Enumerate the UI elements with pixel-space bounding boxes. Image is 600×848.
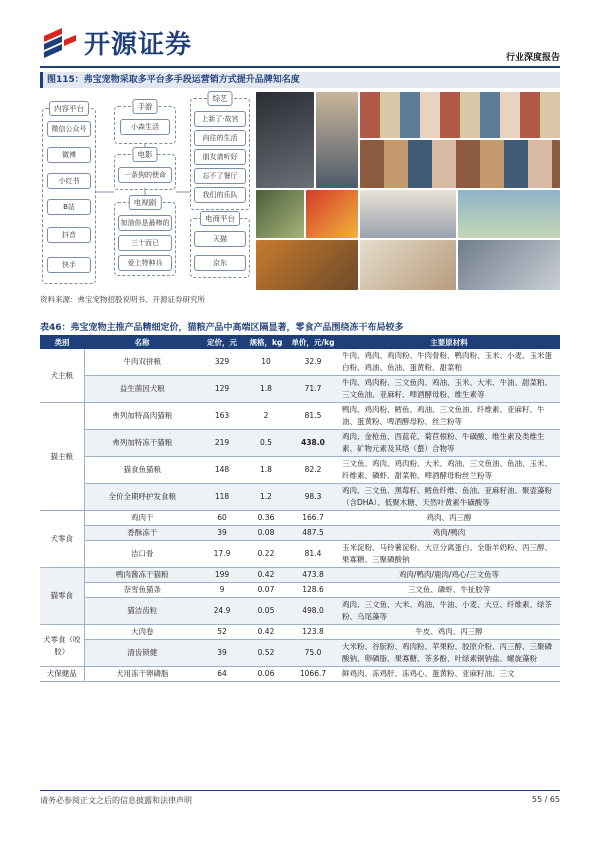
header-unit-price: 单价，元/kg [288,335,338,349]
product-pricing-table [40,335,560,682]
cell-unit-price: 1066.7 [288,667,338,682]
marketing-figure [40,92,560,290]
media-photo-collage [256,92,560,290]
table-row [40,457,560,484]
cell-name: 清齿锁健 [84,640,200,667]
photo-tile [306,190,358,238]
cell-spec: 0.08 [244,526,288,541]
header-materials: 主要原材料 [338,335,560,349]
cell-unit-price: 82.2 [288,457,338,484]
cell-price: 163 [200,403,244,430]
cell-materials: 鸡肉、三文鱼、大米、鸡油、牛油、小麦、大豆、纤维素、绿茶粉、乌尾藻等 [338,598,560,625]
footer-divider [40,790,560,791]
group-label: 电影 [133,147,158,162]
table-header-row [40,335,560,349]
cell-spec: 0.36 [244,511,288,526]
cell-name: 大肉卷 [84,625,200,640]
photo-tile [360,140,560,188]
node-jd: 京东 [194,255,246,271]
cell-materials: 牛皮、鸡肉、丙三醇 [338,625,560,640]
cell-category: 犬保健品 [40,667,84,682]
cell-price: 9 [200,583,244,598]
cell-name: 猫洁齿粒 [84,598,200,625]
cell-materials: 牛肉、鸡肉、鸡肉粉、牛肉骨粉、鸭肉粉、玉米、小麦、玉米蛋白粉、鸡油、鱼油、蛋黄粉、甜菜粕 [338,349,560,376]
cell-spec: 10 [244,349,288,376]
group-ecommerce [190,214,250,278]
cell-name: 奈雪鱼猫条 [84,583,200,598]
table-row [40,484,560,511]
node-variety-5: 我们的乐队 [194,187,246,203]
node-tv-2: 三十而已 [118,235,172,251]
cell-materials: 三文鱼、磷虾、牛扯胶等 [338,583,560,598]
cell-unit-price: 123.8 [288,625,338,640]
cell-unit-price: 81.4 [288,541,338,568]
cell-name: 鸡肉干 [84,511,200,526]
cell-spec: 0.06 [244,667,288,682]
document-type: 行业深度报告 [505,53,560,63]
page-header [40,18,560,68]
cell-materials: 玉米淀粉、马铃薯淀粉、大豆分离蛋白、全脂羊奶粉、丙三醇、果寡糖、三聚磷酸钠 [338,541,560,568]
node-kuaishou: 快手 [47,257,91,273]
cell-materials: 三文鱼、鸡肉、鸡肉粉、大米、鸡油、三文鱼油、鱼油、玉米、纤维素、磷虾、甜菜粕、啤酒酵母粉丝兰粉等 [338,457,560,484]
footer-disclaimer: 请务必参阅正文之后的信息披露和法律声明 [40,796,192,805]
marketing-channel-diagram [40,92,254,290]
table-row [40,511,560,526]
header-price: 定价，元 [200,335,244,349]
node-game: 小森生活 [120,119,170,135]
node-variety-3: 朋友请听好 [194,149,246,165]
node-tv-1: 加油你是最棒的 [118,215,172,231]
cell-materials: 鲜鸡肉、冻鸡肝、冻鸡心、蛋黄粉、亚麻籽油、三文 [338,667,560,682]
group-tv-series [114,198,176,276]
cell-unit-price: 71.7 [288,376,338,403]
table-row [40,376,560,403]
table-row [40,349,560,376]
group-content-platforms [42,104,96,284]
cell-spec: 2 [244,403,288,430]
cell-unit-price: 75.0 [288,640,338,667]
figure-source: 资料来源：弗宝宠物招股说明书、开源证券研究所 [40,295,205,304]
table-row [40,541,560,568]
header-name: 名称 [84,335,200,349]
cell-price: 39 [200,526,244,541]
cell-materials: 大米粉、谷朊粉、鸡肉粉、苹果粉、胶原介粉、丙三醇、三聚磷酸钠、卵磷脂、果寡糖、茶多酚、叶绿素铜钠盐、螺旋藻粉 [338,640,560,667]
cell-price: 148 [200,457,244,484]
cell-unit-price: 438.0 [288,430,338,457]
cell-materials: 鸡肉/鸭肉/鹿肉/鸡心/三文鱼等 [338,568,560,583]
group-label: 电视剧 [129,195,162,210]
node-wechat: 微信公众号 [47,121,91,137]
header-spec: 规格，kg [244,335,288,349]
cell-name: 全价全期呼护发食粮 [84,484,200,511]
group-label: 综艺 [208,91,233,106]
cell-unit-price: 32.9 [288,349,338,376]
cell-materials: 鸡肉、金枪鱼、西蓝花、菊苣根粉、牛磺酸、维生素及类维生素、矿物元素及其络（螯）合物等 [338,430,560,457]
group-mobile-game [114,102,176,144]
cell-spec: 1.8 [244,457,288,484]
cell-spec: 1.8 [244,376,288,403]
table-row [40,667,560,682]
cell-materials: 牛肉、鸡肉粉、三文鱼肉、鸡油、玉米、大米、牛油、甜菜粕、三文鱼油、亚麻籽、啤酒酵母粉、维生素等 [338,376,560,403]
table-row [40,430,560,457]
table-title: 表46：弗宝宠物主推产品精细定价，猫粮产品中高端区隔显著，零食产品围绕冻干布局较多 [40,323,404,333]
photo-tile [256,190,304,238]
logo-mark-icon [40,22,80,62]
cell-materials: 鸡肉、三文鱼、黑莓籽、鳕鱼纤维、鱼油、亚麻籽油、聚壶藻粉（含DHA）、低聚木糖、天然叶黄素牛磺酸等 [338,484,560,511]
cell-spec: 0.42 [244,625,288,640]
cell-name: 鸭肉酱冻干猫粮 [84,568,200,583]
group-movie [114,150,176,190]
cell-name: 弗列加特冻干猫粮 [84,430,200,457]
table-row [40,640,560,667]
cell-name: 猫食鱼猫粮 [84,457,200,484]
cell-materials: 鸡肉/鸭肉 [338,526,560,541]
cell-name: 牛肉双拼粮 [84,349,200,376]
table-row [40,598,560,625]
node-tmall: 天猫 [194,231,246,247]
photo-tile [458,240,560,290]
cell-unit-price: 487.5 [288,526,338,541]
photo-tile [360,240,456,290]
cell-price: 118 [200,484,244,511]
table-row [40,526,560,541]
node-movie: 一条狗的使命 [118,167,172,183]
table-row [40,625,560,640]
group-label: 电商平台 [200,211,240,226]
cell-unit-price: 473.8 [288,568,338,583]
page-number: 55 / 65 [531,795,560,804]
cell-unit-price: 166.7 [288,511,338,526]
cell-price: 17.9 [200,541,244,568]
node-variety-4: 忘不了餐厅 [194,168,246,184]
group-variety-shows [190,94,250,210]
cell-price: 199 [200,568,244,583]
cell-spec: 0.5 [244,430,288,457]
cell-price: 329 [200,349,244,376]
node-variety-2: 向往的生活 [194,130,246,146]
group-label: 内容平台 [49,101,89,116]
cell-price: 64 [200,667,244,682]
photo-tile [458,190,560,238]
cell-materials: 鸡肉、丙三醇 [338,511,560,526]
cell-price: 24.9 [200,598,244,625]
node-douyin: 抖音 [47,227,91,243]
table-row [40,583,560,598]
node-variety-1: 上新了·故宫 [194,111,246,127]
cell-name: 香酥冻干 [84,526,200,541]
cell-spec: 1.2 [244,484,288,511]
cell-spec: 0.52 [244,640,288,667]
cell-price: 39 [200,640,244,667]
cell-spec: 0.05 [244,598,288,625]
cell-price: 60 [200,511,244,526]
cell-unit-price: 81.5 [288,403,338,430]
cell-unit-price: 128.6 [288,583,338,598]
photo-tile [316,92,358,188]
cell-price: 129 [200,376,244,403]
photo-tile [360,92,560,138]
node-weibo: 微博 [47,147,91,163]
table-row [40,568,560,583]
photo-tile [360,190,456,238]
photo-tile [256,92,314,188]
header-divider [40,66,560,68]
cell-spec: 0.22 [244,541,288,568]
node-bilibili: B站 [47,199,91,215]
cell-name: 益生菌因犬粮 [84,376,200,403]
cell-category: 犬零食（咬胶） [40,625,84,667]
cell-category: 猫零食 [40,568,84,625]
cell-name: 弗列加特高肉猫粮 [84,403,200,430]
photo-tile [256,240,358,290]
figure-title: 图115：弗宝宠物采取多平台多手段运营销方式提升品牌知名度 [40,72,560,88]
cell-price: 219 [200,430,244,457]
cell-materials: 鸭肉、鸡肉粉、鳕鱼、鸡油、三文鱼油、纤维素、亚麻籽、牛油、蛋黄粉、啤酒酵母粉、丝兰粉等 [338,403,560,430]
cell-spec: 0.42 [244,568,288,583]
cell-name: 犬用冻干卵磷脂 [84,667,200,682]
cell-unit-price: 98.3 [288,484,338,511]
cell-name: 洁口骨 [84,541,200,568]
cell-category: 犬零食 [40,511,84,568]
cell-price: 52 [200,625,244,640]
cell-category: 犬主粮 [40,349,84,403]
logo-text: 开源证券 [84,30,193,60]
table-row [40,403,560,430]
cell-category: 猫主粮 [40,403,84,511]
node-tv-3: 爱上特种兵 [118,255,172,271]
cell-unit-price: 498.0 [288,598,338,625]
header-category: 类别 [40,335,84,349]
cell-spec: 0.07 [244,583,288,598]
node-xiaohongshu: 小红书 [47,173,91,189]
group-label: 手游 [133,99,158,114]
